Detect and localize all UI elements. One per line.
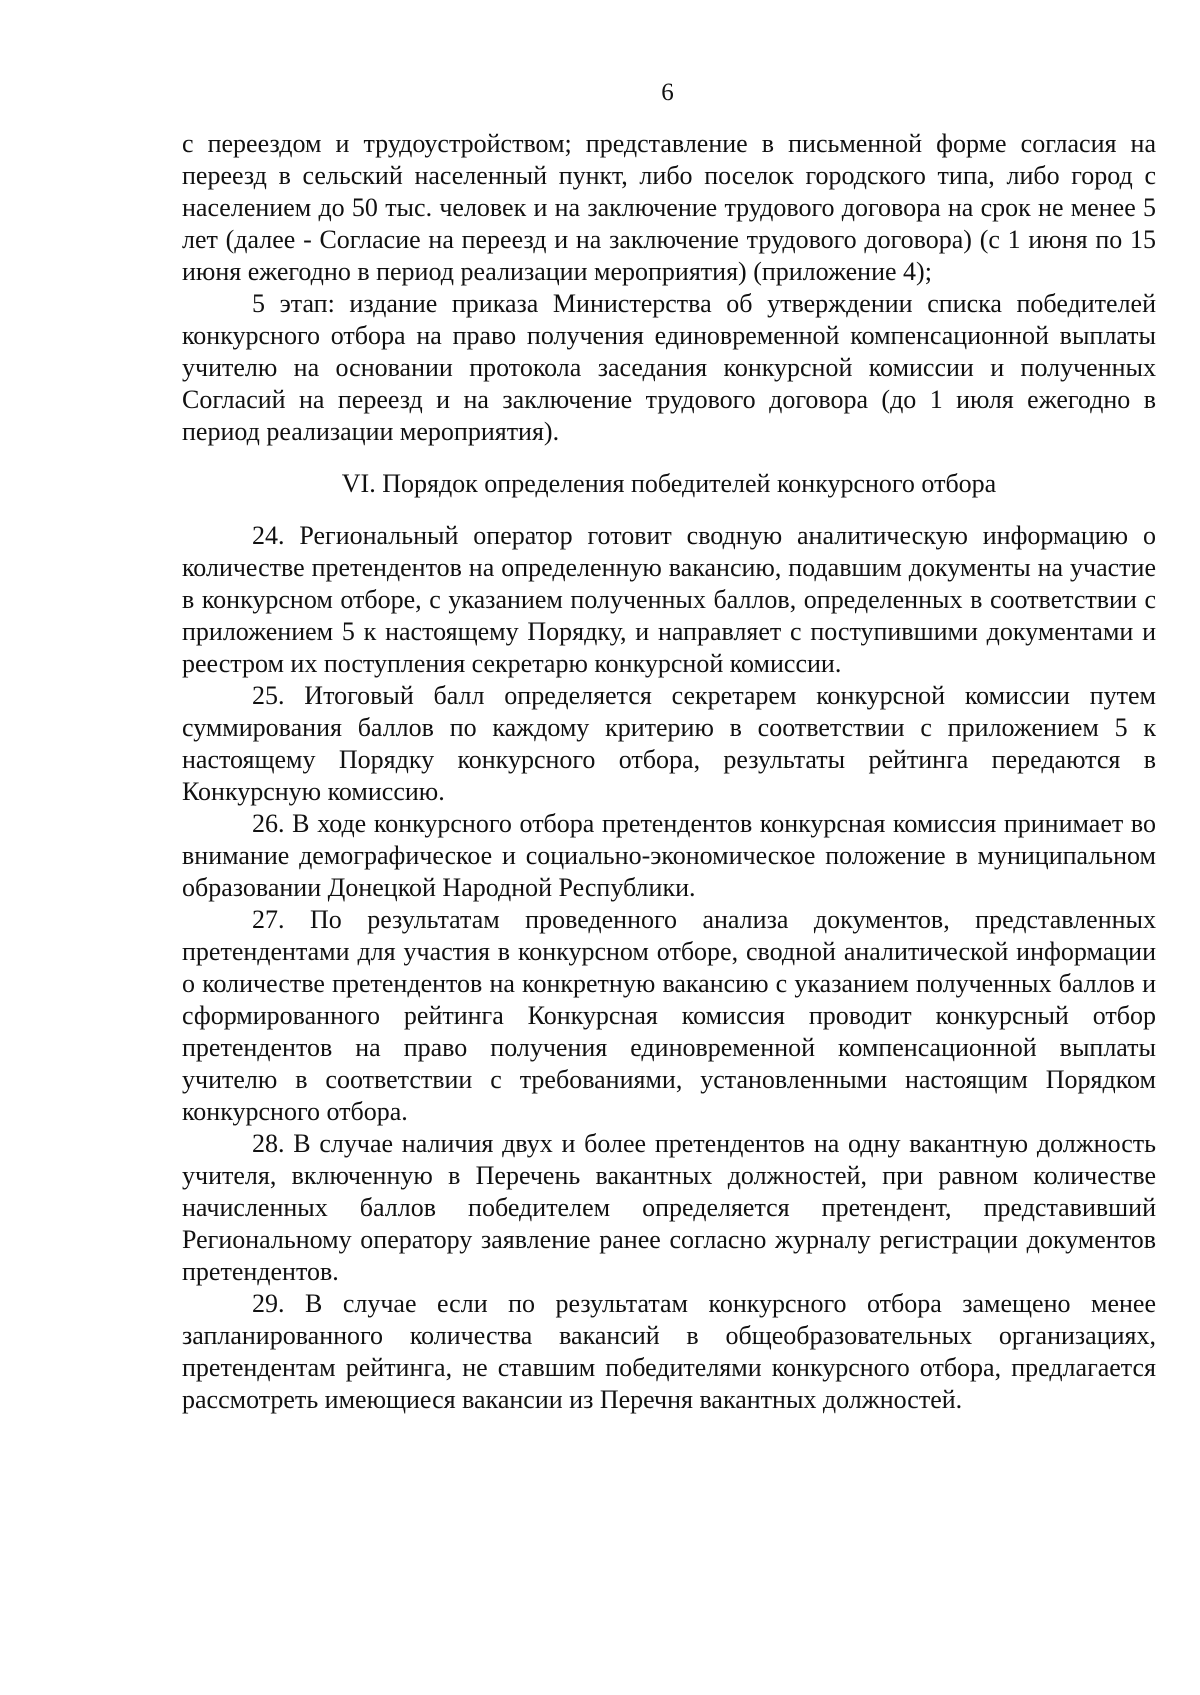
page-number: 6 bbox=[661, 79, 674, 106]
paragraph-29: 29. В случае если по результатам конкурсного отбора замещено менее запланированного количества вакансий в общеобразовательных организациях, претендентам рейтинга, не ставшим победителями конкурсного отбора, предлагается рассмотреть имеющиеся вакансии из Перечня вакантных должностей. bbox=[182, 1289, 1156, 1414]
paragraph-26: 26. В ходе конкурсного отбора претендентов конкурсная комиссия принимает во внимание демографическое и социально-экономическое положение в муниципальном образовании Донецкой Народной Республики. bbox=[182, 809, 1156, 902]
paragraph-continuation: с переездом и трудоустройством; представление в письменной форме согласия на переезд в сельский населенный пункт, либо поселок городского типа, либо город с населением до 50 тыс. человек и на заключение трудового договора на срок не менее 5 лет (далее - Согласие на переезд и на заключение трудового договора) (с 1 июня по 15 июня ежегодно в период реализации мероприятия) (приложение 4); bbox=[182, 129, 1156, 286]
paragraph-stage-5: 5 этап: издание приказа Министерства об утверждении списка победителей конкурсного отбора на право получения единовременной компенсационной выплаты учителю на основании протокола заседания конкурсной комиссии и полученных Согласий на переезд и на заключение трудового договора (до 1 июля ежегодно в период реализации мероприятия). bbox=[182, 289, 1156, 446]
paragraph-24: 24. Региональный оператор готовит сводную аналитическую информацию о количестве претендентов на определенную вакансию, подавшим документы на участие в конкурсном отборе, с указанием полученных баллов, определенных в соответствии с приложением 5 к настоящему Порядку, и направляет с поступившими документами и реестром их поступления секретарю конкурсной комиссии. bbox=[182, 521, 1156, 678]
document-body bbox=[182, 128, 1156, 1416]
section-heading: VI. Порядок определения победителей конкурсного отбора bbox=[341, 469, 997, 498]
paragraph-28: 28. В случае наличия двух и более претендентов на одну вакантную должность учителя, включенную в Перечень вакантных должностей, при равном количестве начисленных баллов победителем определяется претендент, представивший Региональному оператору заявление ранее согласно журналу регистрации документов претендентов. bbox=[182, 1129, 1156, 1286]
paragraph-25: 25. Итоговый балл определяется секретарем конкурсной комиссии путем суммирования баллов по каждому критерию в соответствии с приложением 5 к настоящему Порядку конкурсного отбора, результаты рейтинга передаются в Конкурсную комиссию. bbox=[182, 681, 1156, 806]
paragraph-27: 27. По результатам проведенного анализа документов, представленных претендентами для участия в конкурсном отборе, сводной аналитической информации о количестве претендентов на конкретную вакансию с указанием полученных баллов и сформированного рейтинга Конкурсная комиссия проводит конкурсный отбор претендентов на право получения единовременной компенсационной выплаты учителю в соответствии с требованиями, установленными настоящим Порядком конкурсного отбора. bbox=[182, 905, 1156, 1126]
